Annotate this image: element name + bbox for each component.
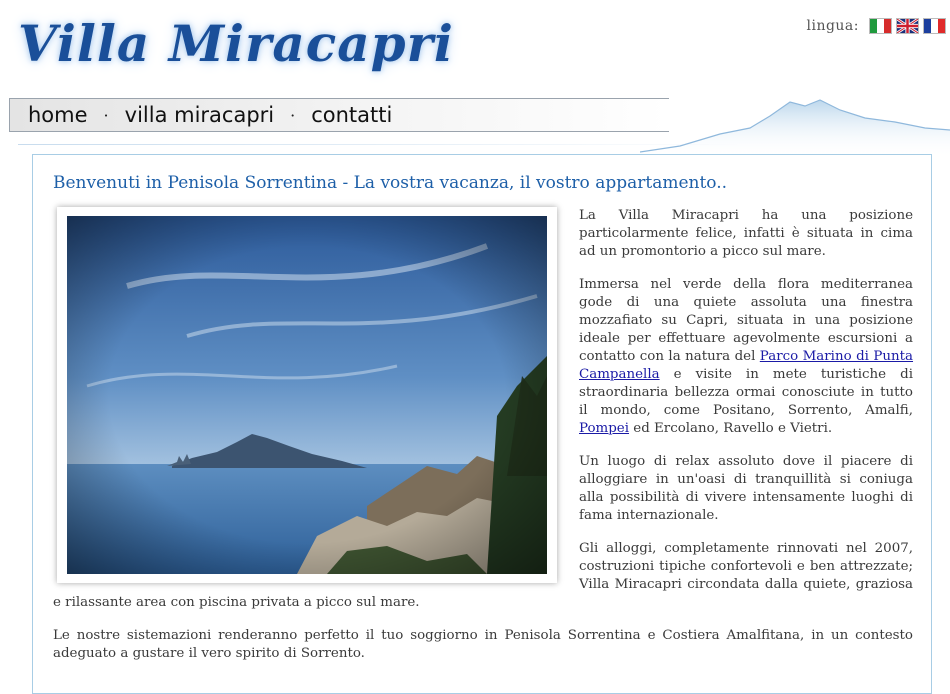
italian-flag-icon[interactable] bbox=[869, 18, 892, 34]
paragraph-4: Gli alloggi, completamente rinnovati nel 2007, costruzioni tipiche confortevoli e ben attrezzate; Villa Miracapri circondata dalla quiete, graziosa e rilassante area con piscina privata a picco sul mare. bbox=[53, 541, 913, 610]
nav-separator: · bbox=[290, 105, 296, 125]
language-label: lingua: bbox=[806, 18, 859, 34]
content-panel bbox=[32, 154, 932, 694]
paragraph-3: Un luogo di relax assoluto dove il piacere di alloggiare in un'oasi di tranquillità si coniuga alla possibilità di vivere intensamente luoghi di fama internazionale. bbox=[579, 454, 913, 523]
parco-marino-link[interactable]: Parco Marino di Punta Campanella bbox=[579, 349, 914, 382]
paragraph-2-text-c: ed Ercolano, Ravello e Vietri. bbox=[629, 421, 833, 436]
mountain-silhouette-decoration bbox=[640, 88, 950, 158]
nav-home[interactable]: home bbox=[28, 103, 88, 127]
paragraph-2-text-a: Immersa nel verde della flora mediterranea gode di una quiete assoluta una finestra mozzafiato su Capri, situata in una posizione ideale per effettuare agevolmente escursioni a contatto con la natura del bbox=[579, 277, 913, 364]
main-navigation bbox=[9, 98, 669, 132]
capri-photo bbox=[57, 207, 557, 583]
pompei-link[interactable]: Pompei bbox=[579, 421, 630, 436]
french-flag-icon[interactable] bbox=[923, 18, 946, 34]
english-flag-icon[interactable] bbox=[896, 18, 919, 34]
article-body bbox=[53, 207, 913, 678]
header-divider bbox=[18, 144, 738, 145]
paragraph-1: La Villa Miracapri ha una posizione particolarmente felice, infatti è situata in cima ad un promontorio a picco sul mare. bbox=[579, 208, 913, 259]
nav-contatti[interactable]: contatti bbox=[311, 103, 393, 127]
nav-separator: · bbox=[103, 105, 109, 125]
paragraph-2-text-b: e visite in mete turistiche di straordinaria bellezza ormai conosciute in tutto il mondo, come Positano, Sorrento, Amalfi, bbox=[579, 367, 913, 418]
page-title: Benvenuti in Penisola Sorrentina - La vostra vacanza, il vostro appartamento.. bbox=[53, 173, 728, 193]
site-logo[interactable]: Villa Miracapri bbox=[18, 14, 454, 73]
paragraph-5: Le nostre sistemazioni renderanno perfetto il tuo soggiorno in Penisola Sorrentina e Costiera Amalfitana, in un contesto adeguato a gustare il vero spirito di Sorrento. bbox=[53, 628, 913, 661]
nav-villa-miracapri[interactable]: villa miracapri bbox=[124, 103, 275, 127]
language-selector bbox=[806, 18, 946, 34]
